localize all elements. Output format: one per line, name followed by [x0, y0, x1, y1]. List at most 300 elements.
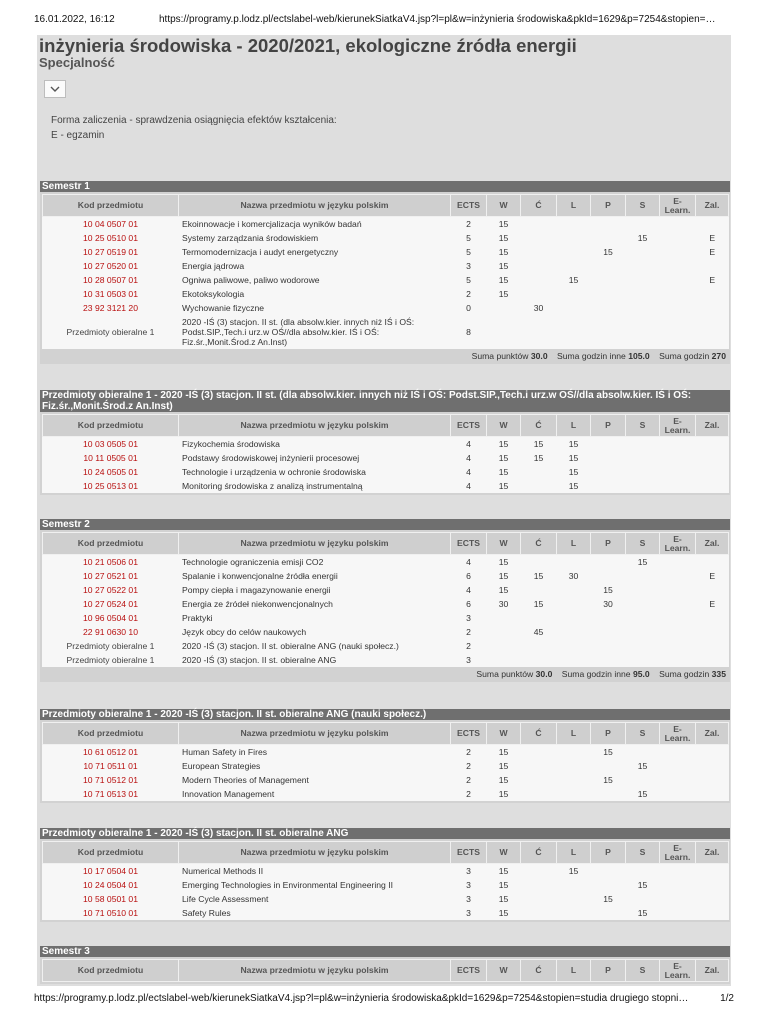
cell-w: 15	[487, 245, 521, 259]
section-title: Semestr 3	[40, 946, 730, 957]
col-header-name: Nazwa przedmiotu w języku polskim	[179, 960, 451, 982]
cell-zal	[696, 759, 729, 773]
cell-ects: 4	[451, 437, 487, 451]
cell-el	[660, 773, 696, 787]
course-code-link[interactable]: 10 71 0512 01	[43, 773, 179, 787]
table-row	[43, 787, 729, 801]
cell-zal: E	[696, 597, 729, 611]
cell-s	[626, 465, 660, 479]
course-code-link[interactable]: 10 03 0505 01	[43, 437, 179, 451]
cell-l	[557, 231, 591, 245]
col-header-name: Nazwa przedmiotu w języku polskim	[179, 415, 451, 437]
cell-zal	[696, 437, 729, 451]
course-name: Pompy ciepła i magazynowanie energii	[179, 583, 451, 597]
sum-points: 30.0	[535, 668, 553, 679]
cell-zal	[696, 451, 729, 465]
course-code-link[interactable]: 10 71 0510 01	[43, 906, 179, 920]
section-title: Przedmioty obieralne 1 - 2020 -IŚ (3) stacjon. II st. obieralne ANG (nauki społecz.)	[40, 709, 730, 720]
cell-s: 15	[626, 906, 660, 920]
cell-ects: 4	[451, 583, 487, 597]
page-title: inżynieria środowiska - 2020/2021, ekologiczne źródła energii	[39, 35, 577, 56]
col-header-s: S	[626, 723, 660, 745]
cell-c: 30	[521, 301, 557, 315]
col-header-elearn: E- Learn.	[660, 195, 696, 217]
cell-ects: 3	[451, 878, 487, 892]
courses-table	[42, 414, 729, 493]
cell-el	[660, 479, 696, 493]
course-code-link[interactable]: 10 25 0510 01	[43, 231, 179, 245]
cell-el	[660, 864, 696, 878]
col-header-w: W	[487, 533, 521, 555]
cell-zal	[696, 555, 729, 569]
col-header-p: P	[591, 415, 626, 437]
course-code-link[interactable]: 10 27 0519 01	[43, 245, 179, 259]
cell-el	[660, 625, 696, 639]
cell-w: 15	[487, 231, 521, 245]
cell-w	[487, 639, 521, 653]
course-name: Human Safety in Fires	[179, 745, 451, 759]
cell-l	[557, 217, 591, 231]
cell-zal	[696, 315, 729, 349]
col-header-w: W	[487, 415, 521, 437]
table-row	[43, 639, 729, 653]
course-code-link[interactable]: 10 58 0501 01	[43, 892, 179, 906]
course-code-link[interactable]: 10 27 0524 01	[43, 597, 179, 611]
col-header-name: Nazwa przedmiotu w języku polskim	[179, 842, 451, 864]
cell-s	[626, 479, 660, 493]
page-subtitle: Specjalność	[39, 55, 115, 70]
cell-ects: 2	[451, 745, 487, 759]
cell-w: 15	[487, 773, 521, 787]
course-code-link[interactable]: 10 25 0513 01	[43, 479, 179, 493]
cell-ects: 0	[451, 301, 487, 315]
cell-l	[557, 745, 591, 759]
courses-table	[42, 532, 729, 667]
cell-zal	[696, 301, 729, 315]
course-code-link[interactable]: 10 27 0522 01	[43, 583, 179, 597]
print-footer	[34, 993, 734, 1007]
cell-p: 15	[591, 583, 626, 597]
sum-hours: 270	[711, 350, 726, 361]
cell-ects: 2	[451, 625, 487, 639]
cell-l	[557, 245, 591, 259]
cell-ects: 3	[451, 906, 487, 920]
cell-zal	[696, 465, 729, 479]
col-header-l: L	[557, 415, 591, 437]
cell-c	[521, 245, 557, 259]
cell-s	[626, 745, 660, 759]
course-code-link[interactable]: 10 17 0504 01	[43, 864, 179, 878]
cell-ects: 5	[451, 245, 487, 259]
cell-l: 15	[557, 451, 591, 465]
cell-p	[591, 653, 626, 667]
table-header	[43, 533, 729, 555]
table-body	[43, 555, 729, 667]
cell-s	[626, 301, 660, 315]
course-name: Termomodernizacja i audyt energetyczny	[179, 245, 451, 259]
cell-el	[660, 437, 696, 451]
course-code: Przedmioty obieralne 1	[43, 653, 179, 667]
semester-summary: Suma punktów 30.0 Suma godzin inne 105.0 Suma godzin 270	[471, 350, 726, 361]
col-header-p: P	[591, 195, 626, 217]
course-code-link[interactable]: 23 92 3121 20	[43, 301, 179, 315]
table-body	[43, 217, 729, 349]
col-header-s: S	[626, 195, 660, 217]
cell-s	[626, 451, 660, 465]
cell-s: 15	[626, 787, 660, 801]
cell-zal	[696, 906, 729, 920]
col-header-elearn: E- Learn.	[660, 960, 696, 982]
cell-p	[591, 273, 626, 287]
col-header-ects: ECTS	[451, 415, 487, 437]
col-header-name: Nazwa przedmiotu w języku polskim	[179, 533, 451, 555]
col-header-ects: ECTS	[451, 842, 487, 864]
course-code-link[interactable]: 10 11 0505 01	[43, 451, 179, 465]
cell-ects: 3	[451, 611, 487, 625]
cell-ects: 8	[451, 315, 487, 349]
cell-p	[591, 315, 626, 349]
cell-zal	[696, 583, 729, 597]
course-name: Ogniwa paliwowe, paliwo wodorowe	[179, 273, 451, 287]
cell-p	[591, 787, 626, 801]
cell-ects: 2	[451, 639, 487, 653]
cell-s	[626, 583, 660, 597]
legend-item-exam: E - egzamin	[51, 130, 105, 141]
table-header	[43, 960, 729, 982]
cell-w: 15	[487, 759, 521, 773]
page-content	[37, 35, 731, 986]
cell-zal	[696, 639, 729, 653]
table-row	[43, 759, 729, 773]
course-code-link[interactable]: 10 04 0507 01	[43, 217, 179, 231]
course-code-link[interactable]: 10 31 0503 01	[43, 287, 179, 301]
cell-l	[557, 611, 591, 625]
cell-ects: 5	[451, 231, 487, 245]
course-name: Ekotoksykologia	[179, 287, 451, 301]
cell-s: 15	[626, 759, 660, 773]
cell-ects: 5	[451, 273, 487, 287]
col-header-p: P	[591, 723, 626, 745]
col-header-zal: Zal.	[696, 533, 729, 555]
section-electives-ang	[40, 828, 730, 922]
cell-s	[626, 245, 660, 259]
cell-ects: 3	[451, 653, 487, 667]
col-header-l: L	[557, 195, 591, 217]
col-header-ects: ECTS	[451, 960, 487, 982]
sum-points: 30.0	[530, 350, 548, 361]
cell-c: 15	[521, 451, 557, 465]
course-code-link[interactable]: 10 21 0506 01	[43, 555, 179, 569]
cell-zal: E	[696, 273, 729, 287]
section-body	[40, 839, 730, 922]
col-header-s: S	[626, 415, 660, 437]
cell-zal	[696, 625, 729, 639]
section-title: Przedmioty obieralne 1 - 2020 -IŚ (3) stacjon. II st. obieralne ANG	[40, 828, 730, 839]
section-semestr-1	[40, 181, 730, 364]
course-name: 2020 -IŚ (3) stacjon. II st. obieralne ANG	[179, 653, 451, 667]
expand-toggle-button[interactable]	[44, 80, 66, 98]
cell-p	[591, 287, 626, 301]
col-header-zal: Zal.	[696, 415, 729, 437]
courses-table	[42, 722, 729, 801]
cell-c	[521, 273, 557, 287]
cell-p: 15	[591, 773, 626, 787]
cell-p	[591, 611, 626, 625]
course-code-link[interactable]: 10 27 0521 01	[43, 569, 179, 583]
course-name: Technologie ograniczenia emisji CO2	[179, 555, 451, 569]
table-row	[43, 315, 729, 349]
course-name: European Strategies	[179, 759, 451, 773]
col-header-elearn: E- Learn.	[660, 533, 696, 555]
course-name: Energia ze źródeł niekonwencjonalnych	[179, 597, 451, 611]
cell-w	[487, 625, 521, 639]
cell-ects: 2	[451, 217, 487, 231]
cell-w: 15	[487, 569, 521, 583]
table-row	[43, 569, 729, 583]
cell-s	[626, 625, 660, 639]
col-header-w: W	[487, 195, 521, 217]
cell-w: 15	[487, 273, 521, 287]
col-header-w: W	[487, 842, 521, 864]
cell-p: 30	[591, 597, 626, 611]
cell-p	[591, 878, 626, 892]
section-title: Semestr 1	[40, 181, 730, 192]
print-header	[34, 14, 734, 28]
cell-el	[660, 315, 696, 349]
cell-w	[487, 301, 521, 315]
cell-p	[591, 231, 626, 245]
cell-c	[521, 465, 557, 479]
cell-el	[660, 759, 696, 773]
cell-zal	[696, 217, 729, 231]
cell-l	[557, 583, 591, 597]
cell-p	[591, 906, 626, 920]
table-row	[43, 301, 729, 315]
col-header-s: S	[626, 533, 660, 555]
cell-w	[487, 315, 521, 349]
cell-zal	[696, 259, 729, 273]
cell-w: 15	[487, 878, 521, 892]
cell-l: 15	[557, 465, 591, 479]
table-header	[43, 723, 729, 745]
cell-p: 15	[591, 245, 626, 259]
course-code-link[interactable]: 10 71 0513 01	[43, 787, 179, 801]
cell-c: 15	[521, 437, 557, 451]
cell-el	[660, 597, 696, 611]
table-body	[43, 864, 729, 920]
table-row	[43, 653, 729, 667]
cell-el	[660, 892, 696, 906]
cell-l: 15	[557, 864, 591, 878]
cell-zal	[696, 864, 729, 878]
cell-p	[591, 451, 626, 465]
cell-s	[626, 569, 660, 583]
course-name: Safety Rules	[179, 906, 451, 920]
cell-c	[521, 217, 557, 231]
col-header-s: S	[626, 960, 660, 982]
table-row	[43, 231, 729, 245]
course-name: Podstawy środowiskowej inżynierii procesowej	[179, 451, 451, 465]
course-name: Spalanie i konwencjonalne źródła energii	[179, 569, 451, 583]
course-code-link[interactable]: 10 96 0504 01	[43, 611, 179, 625]
cell-el	[660, 569, 696, 583]
course-code: Przedmioty obieralne 1	[43, 639, 179, 653]
table-row	[43, 245, 729, 259]
col-header-code: Kod przedmiotu	[43, 960, 179, 982]
cell-l: 15	[557, 437, 591, 451]
cell-ects: 2	[451, 787, 487, 801]
cell-w: 15	[487, 259, 521, 273]
cell-l	[557, 759, 591, 773]
cell-w: 15	[487, 465, 521, 479]
courses-table	[42, 841, 729, 920]
cell-s	[626, 653, 660, 667]
cell-s: 15	[626, 231, 660, 245]
table-row	[43, 611, 729, 625]
table-row	[43, 625, 729, 639]
course-code-link[interactable]: 10 24 0505 01	[43, 465, 179, 479]
col-header-s: S	[626, 842, 660, 864]
table-row	[43, 287, 729, 301]
course-name: Praktyki	[179, 611, 451, 625]
cell-s	[626, 217, 660, 231]
course-code-link[interactable]: 10 71 0511 01	[43, 759, 179, 773]
cell-zal: E	[696, 569, 729, 583]
col-header-c: Ć	[521, 723, 557, 745]
table-row	[43, 864, 729, 878]
courses-table	[42, 959, 729, 982]
cell-zal	[696, 653, 729, 667]
semester-summary: Suma punktów 30.0 Suma godzin inne 95.0 Suma godzin 335	[476, 668, 726, 679]
cell-c	[521, 878, 557, 892]
cell-ects: 2	[451, 287, 487, 301]
course-name: Technologie i urządzenia w ochronie środowiska	[179, 465, 451, 479]
cell-ects: 3	[451, 259, 487, 273]
col-header-c: Ć	[521, 960, 557, 982]
cell-l	[557, 301, 591, 315]
cell-c	[521, 231, 557, 245]
cell-c	[521, 555, 557, 569]
col-header-w: W	[487, 960, 521, 982]
cell-zal	[696, 878, 729, 892]
col-header-name: Nazwa przedmiotu w języku polskim	[179, 195, 451, 217]
cell-p	[591, 639, 626, 653]
cell-zal	[696, 745, 729, 759]
course-name: Fizykochemia środowiska	[179, 437, 451, 451]
col-header-ects: ECTS	[451, 533, 487, 555]
cell-c: 15	[521, 597, 557, 611]
col-header-zal: Zal.	[696, 723, 729, 745]
cell-c	[521, 773, 557, 787]
cell-s	[626, 892, 660, 906]
cell-p: 15	[591, 892, 626, 906]
cell-zal	[696, 611, 729, 625]
cell-w: 15	[487, 906, 521, 920]
cell-l	[557, 906, 591, 920]
cell-el	[660, 878, 696, 892]
cell-w: 15	[487, 787, 521, 801]
cell-zal	[696, 892, 729, 906]
cell-w: 15	[487, 451, 521, 465]
course-name: Monitoring środowiska z analizą instrumentalną	[179, 479, 451, 493]
cell-s: 15	[626, 878, 660, 892]
col-header-code: Kod przedmiotu	[43, 842, 179, 864]
col-header-c: Ć	[521, 842, 557, 864]
print-page-number: 1/2	[720, 993, 734, 1004]
cell-l: 15	[557, 273, 591, 287]
table-row	[43, 773, 729, 787]
course-code-link[interactable]: 22 91 0630 10	[43, 625, 179, 639]
cell-s	[626, 259, 660, 273]
col-header-zal: Zal.	[696, 960, 729, 982]
cell-l	[557, 639, 591, 653]
cell-el	[660, 906, 696, 920]
course-code-link[interactable]: 10 24 0504 01	[43, 878, 179, 892]
table-header	[43, 842, 729, 864]
course-code-link[interactable]: 10 61 0512 01	[43, 745, 179, 759]
table-row	[43, 892, 729, 906]
course-code: Przedmioty obieralne 1	[43, 315, 179, 349]
sum-hours: 335	[711, 668, 726, 679]
table-row	[43, 259, 729, 273]
cell-l	[557, 878, 591, 892]
cell-c	[521, 315, 557, 349]
col-header-code: Kod przedmiotu	[43, 723, 179, 745]
print-url-bottom: https://programy.p.lodz.pl/ectslabel-web/kierunekSiatkaV4.jsp?l=pl&w=inżynieria środowiska&pkId=1629&p=7254&stopien=studia drugiego stopni…	[34, 993, 689, 1004]
cell-zal	[696, 773, 729, 787]
legend-title: Forma zaliczenia - sprawdzenia osiągnięcia efektów kształcenia:	[51, 115, 337, 126]
table-row	[43, 906, 729, 920]
table-row	[43, 217, 729, 231]
section-body	[40, 192, 730, 364]
cell-zal	[696, 787, 729, 801]
cell-s	[626, 437, 660, 451]
cell-c	[521, 287, 557, 301]
sum-hours-other: 105.0	[628, 350, 650, 361]
cell-ects: 3	[451, 892, 487, 906]
cell-s	[626, 597, 660, 611]
cell-w	[487, 653, 521, 667]
col-header-p: P	[591, 842, 626, 864]
course-name: Ekoinnowacje i komercjalizacja wyników badań	[179, 217, 451, 231]
section-body	[40, 720, 730, 803]
table-row	[43, 597, 729, 611]
cell-l	[557, 625, 591, 639]
course-code-link[interactable]: 10 28 0507 01	[43, 273, 179, 287]
table-row	[43, 451, 729, 465]
table-row	[43, 745, 729, 759]
course-name: Systemy zarządzania środowiskiem	[179, 231, 451, 245]
table-row	[43, 465, 729, 479]
col-header-p: P	[591, 960, 626, 982]
col-header-name: Nazwa przedmiotu w języku polskim	[179, 723, 451, 745]
course-code-link[interactable]: 10 27 0520 01	[43, 259, 179, 273]
cell-w: 15	[487, 555, 521, 569]
course-name: Emerging Technologies in Environmental Engineering II	[179, 878, 451, 892]
section-body	[40, 412, 730, 495]
cell-el	[660, 745, 696, 759]
table-body	[43, 745, 729, 801]
cell-ects: 4	[451, 465, 487, 479]
table-row	[43, 583, 729, 597]
cell-el	[660, 301, 696, 315]
col-header-c: Ć	[521, 533, 557, 555]
cell-ects: 6	[451, 569, 487, 583]
cell-c	[521, 745, 557, 759]
section-body	[40, 957, 730, 984]
cell-p	[591, 625, 626, 639]
col-header-code: Kod przedmiotu	[43, 533, 179, 555]
